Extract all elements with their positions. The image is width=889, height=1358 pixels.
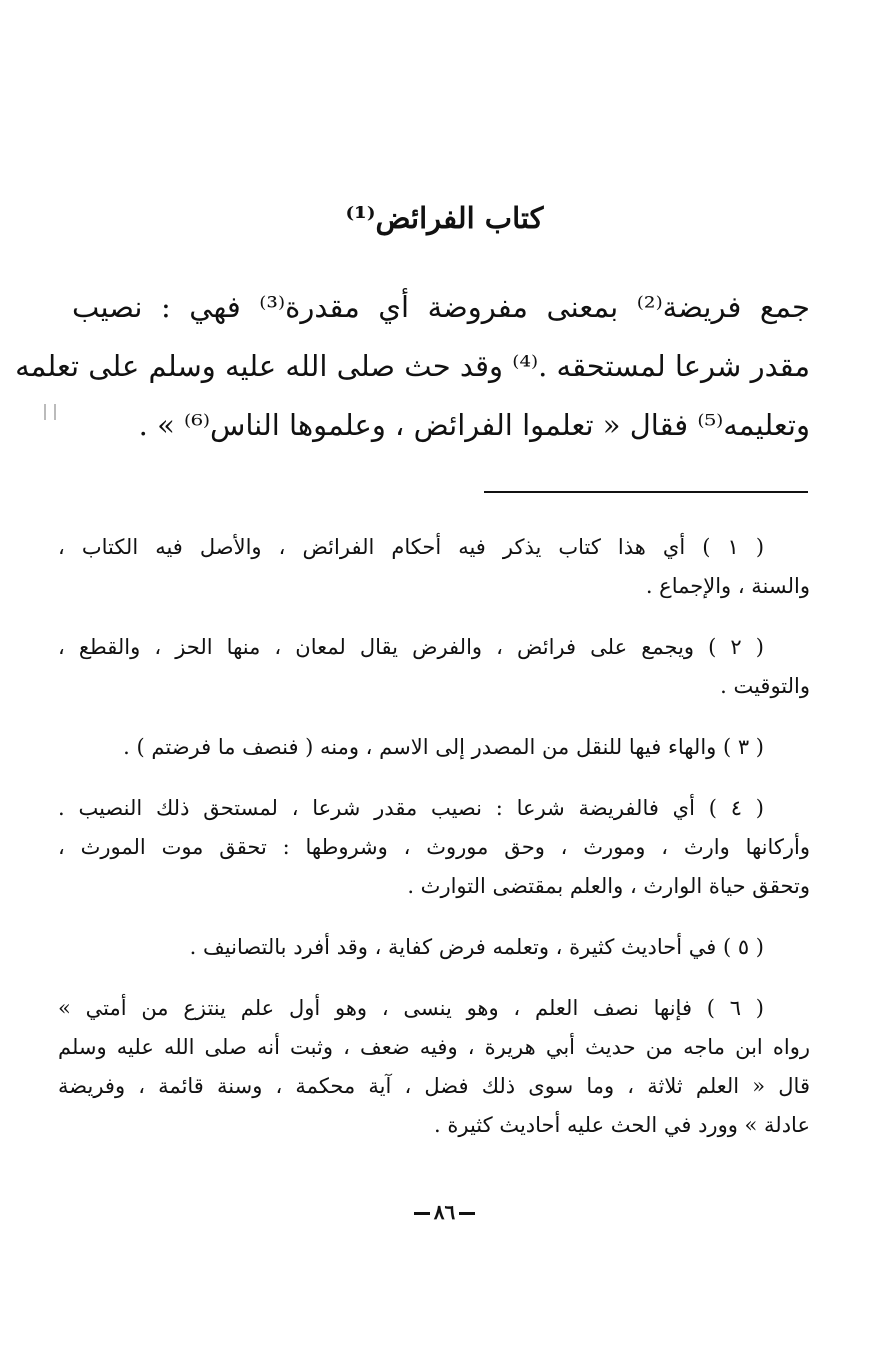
- footnote-separator: [484, 491, 808, 493]
- footnote-4: [58, 789, 810, 906]
- main-text-line: جمع فريضة⁽²⁾ بمعنى مفروضة أي مقدرة⁽³⁾ فهي : نصيب: [72, 290, 810, 324]
- page-number: [0, 1200, 889, 1224]
- page-number-dash: [414, 1212, 430, 1215]
- footnote-line: ( ٤ ) أي فالفريضة شرعا : نصيب مقدر شرعا ، لمستحق ذلك النصيب .: [58, 796, 764, 820]
- footnote-line: وأركانها وارث ، ومورث ، وحق موروث ، وشروطها : تحقق موت المورث ،: [58, 835, 810, 859]
- footnotes: [58, 528, 810, 1167]
- footnote-6: [58, 989, 810, 1145]
- footnote-5: [58, 928, 810, 967]
- footnote-3: [58, 728, 810, 767]
- chapter-title: كتاب الفرائض⁽¹⁾: [345, 201, 544, 235]
- footnote-2: [58, 628, 810, 706]
- footnote-line: عادلة » وورد في الحث عليه أحاديث كثيرة .: [434, 1113, 810, 1137]
- footnote-line: ( ٥ ) في أحاديث كثيرة ، وتعلمه فرض كفاية ، وقد أفرد بالتصانيف .: [189, 935, 764, 959]
- main-text-line: وتعليمه⁽⁵⁾ فقال « تعلموا الفرائض ، وعلموها الناس⁽⁶⁾ » .: [138, 408, 810, 442]
- footnote-line: والسنة ، والإجماع .: [645, 574, 810, 598]
- footnote-line: رواه ابن ماجه من حديث أبي هريرة ، وفيه ضعف ، وثبت أنه صلى الله عليه وسلم: [58, 1035, 810, 1059]
- footnote-line: ( ٣ ) والهاء فيها للنقل من المصدر إلى الاسم ، ومنه ( فنصف ما فرضتم ) .: [123, 735, 764, 759]
- main-text: [15, 278, 810, 455]
- margin-marks: [40, 404, 70, 428]
- footnote-line: ( ٦ ) فإنها نصف العلم ، وهو ينسى ، وهو أول علم ينتزع من أمتي »: [58, 996, 764, 1020]
- page-number-value: ٨٦: [433, 1200, 456, 1224]
- footnote-line: ( ١ ) أي هذا كتاب يذكر فيه أحكام الفرائض ، والأصل فيه الكتاب ،: [58, 535, 765, 559]
- footnote-line: قال « العلم ثلاثة ، وما سوى ذلك فضل ، آية محكمة ، وسنة قائمة ، وفريضة: [58, 1074, 810, 1098]
- footnote-1: [58, 528, 810, 606]
- footnote-line: ( ٢ ) ويجمع على فرائض ، والفرض يقال لمعان ، منها الحز ، والقطع ،: [58, 635, 764, 659]
- page-number-dash: [459, 1212, 475, 1215]
- footnote-line: والتوقيت .: [720, 674, 810, 698]
- footnote-line: وتحقق حياة الوارث ، والعلم بمقتضى التوارث .: [407, 874, 810, 898]
- main-text-line: مقدر شرعا لمستحقه .⁽⁴⁾ وقد حث صلى الله عليه وسلم على تعلمه: [15, 349, 810, 383]
